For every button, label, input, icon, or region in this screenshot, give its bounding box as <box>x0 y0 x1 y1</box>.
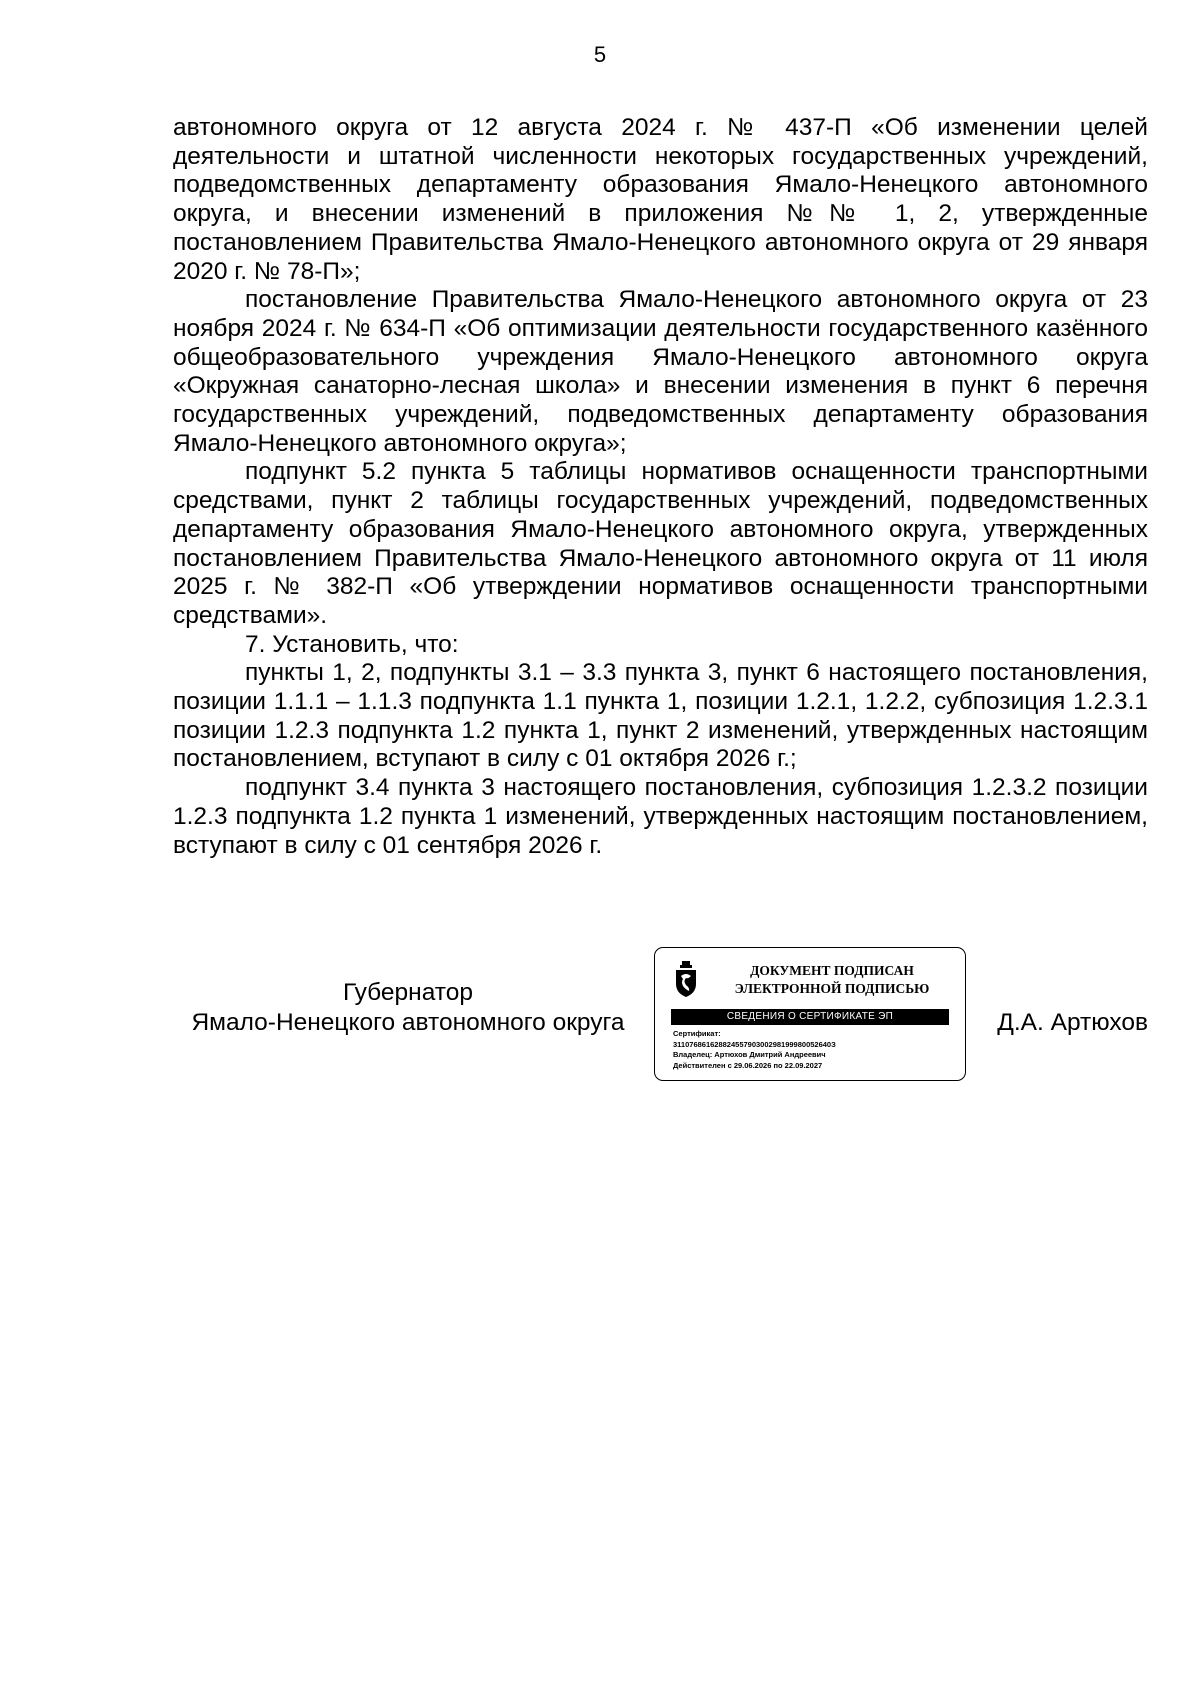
signatory-name: Д.А. Артюхов <box>997 1009 1148 1036</box>
page-number: 5 <box>593 42 607 67</box>
coat-of-arms-icon <box>673 960 699 998</box>
paragraph-2: постановление Правительства Ямало-Ненецкого автономного округа от 23 ноября 2024 г. № 634-П «Об оптимизации деятельности государственного казённого общеобразовательного учреждения Ямало-Ненецкого автономного округа «Окружная санаторно-лесная школа» и внесении изменения в пункт 6 перечня государственных учреждений, подведомственных департаменту образования Ямало-Ненецкого автономного округа»; <box>173 286 1148 457</box>
stamp-heading <box>707 962 957 998</box>
paragraph-5: пункты 1, 2, подпункты 3.1 – 3.3 пункта 3, пункт 6 настоящего постановления, позиции 1.1.1 – 1.1.3 подпункта 1.1 пункта 1, позиции 1.2.1, 1.2.2, субпозиция 1.2.3.1 позиции 1.2.3 подпункта 1.2 пункта 1, пункт 2 изменений, утвержденных настоящим постановлением, вступают в силу с 01 октября 2026 г.; <box>173 659 1148 773</box>
electronic-signature-stamp <box>654 947 966 1081</box>
paragraph-6: подпункт 3.4 пункта 3 настоящего постановления, субпозиция 1.2.3.2 позиции 1.2.3 подпункта 1.2 пункта 1 изменений, утвержденных настоящим постановлением, вступают в силу с 01 сентября 2026 г. <box>173 774 1148 859</box>
document-body <box>173 114 1148 860</box>
signatory-title <box>173 978 643 1038</box>
certificate-info-bar: СВЕДЕНИЯ О СЕРТИФИКАТЕ ЭП <box>671 1009 949 1025</box>
stamp-heading-line-1: ДОКУМЕНТ ПОДПИСАН <box>750 963 914 978</box>
paragraph-3: подпункт 5.2 пункта 5 таблицы нормативов оснащенности транспортными средствами, пункт 2 таблицы государственных учреждений, подведомственных департаменту образования Ямало-Ненецкого автономного округа, утвержденных постановлением Правительства Ямало-Ненецкого автономного округа от 11 июля 2025 г. № 382-П «Об утверждении нормативов оснащенности транспортными средствами». <box>173 458 1148 629</box>
paragraph-1: автономного округа от 12 августа 2024 г. № 437-П «Об изменении целей деятельности и штатной численности некоторых государственных учреждений, подведомственных департаменту образования Ямало-Ненецкого автономного округа, и внесении изменений в приложения №№ 1, 2, утвержденные постановлением Правительства Ямало-Ненецкого автономного округа от 29 января 2020 г. № 78-П»; <box>173 114 1148 285</box>
signature-block <box>173 947 1148 1087</box>
paragraph-4: 7. Установить, что: <box>245 630 459 658</box>
signatory-title-line-1: Губернатор <box>343 979 473 1006</box>
certificate-details <box>673 1029 958 1071</box>
certificate-owner: Владелец: Артюхов Дмитрий Андреевич <box>673 1050 826 1059</box>
certificate-validity: Действителен с 29.06.2026 по 22.09.2027 <box>673 1060 823 1070</box>
signatory-title-line-2: Ямало-Ненецкого автономного округа <box>191 1009 625 1036</box>
stamp-heading-line-2: ЭЛЕКТРОННОЙ ПОДПИСЬЮ <box>734 981 930 996</box>
certificate-label: Сертификат: <box>673 1029 721 1038</box>
certificate-number: 31107686162882455790300298199980052640З <box>673 1039 836 1049</box>
